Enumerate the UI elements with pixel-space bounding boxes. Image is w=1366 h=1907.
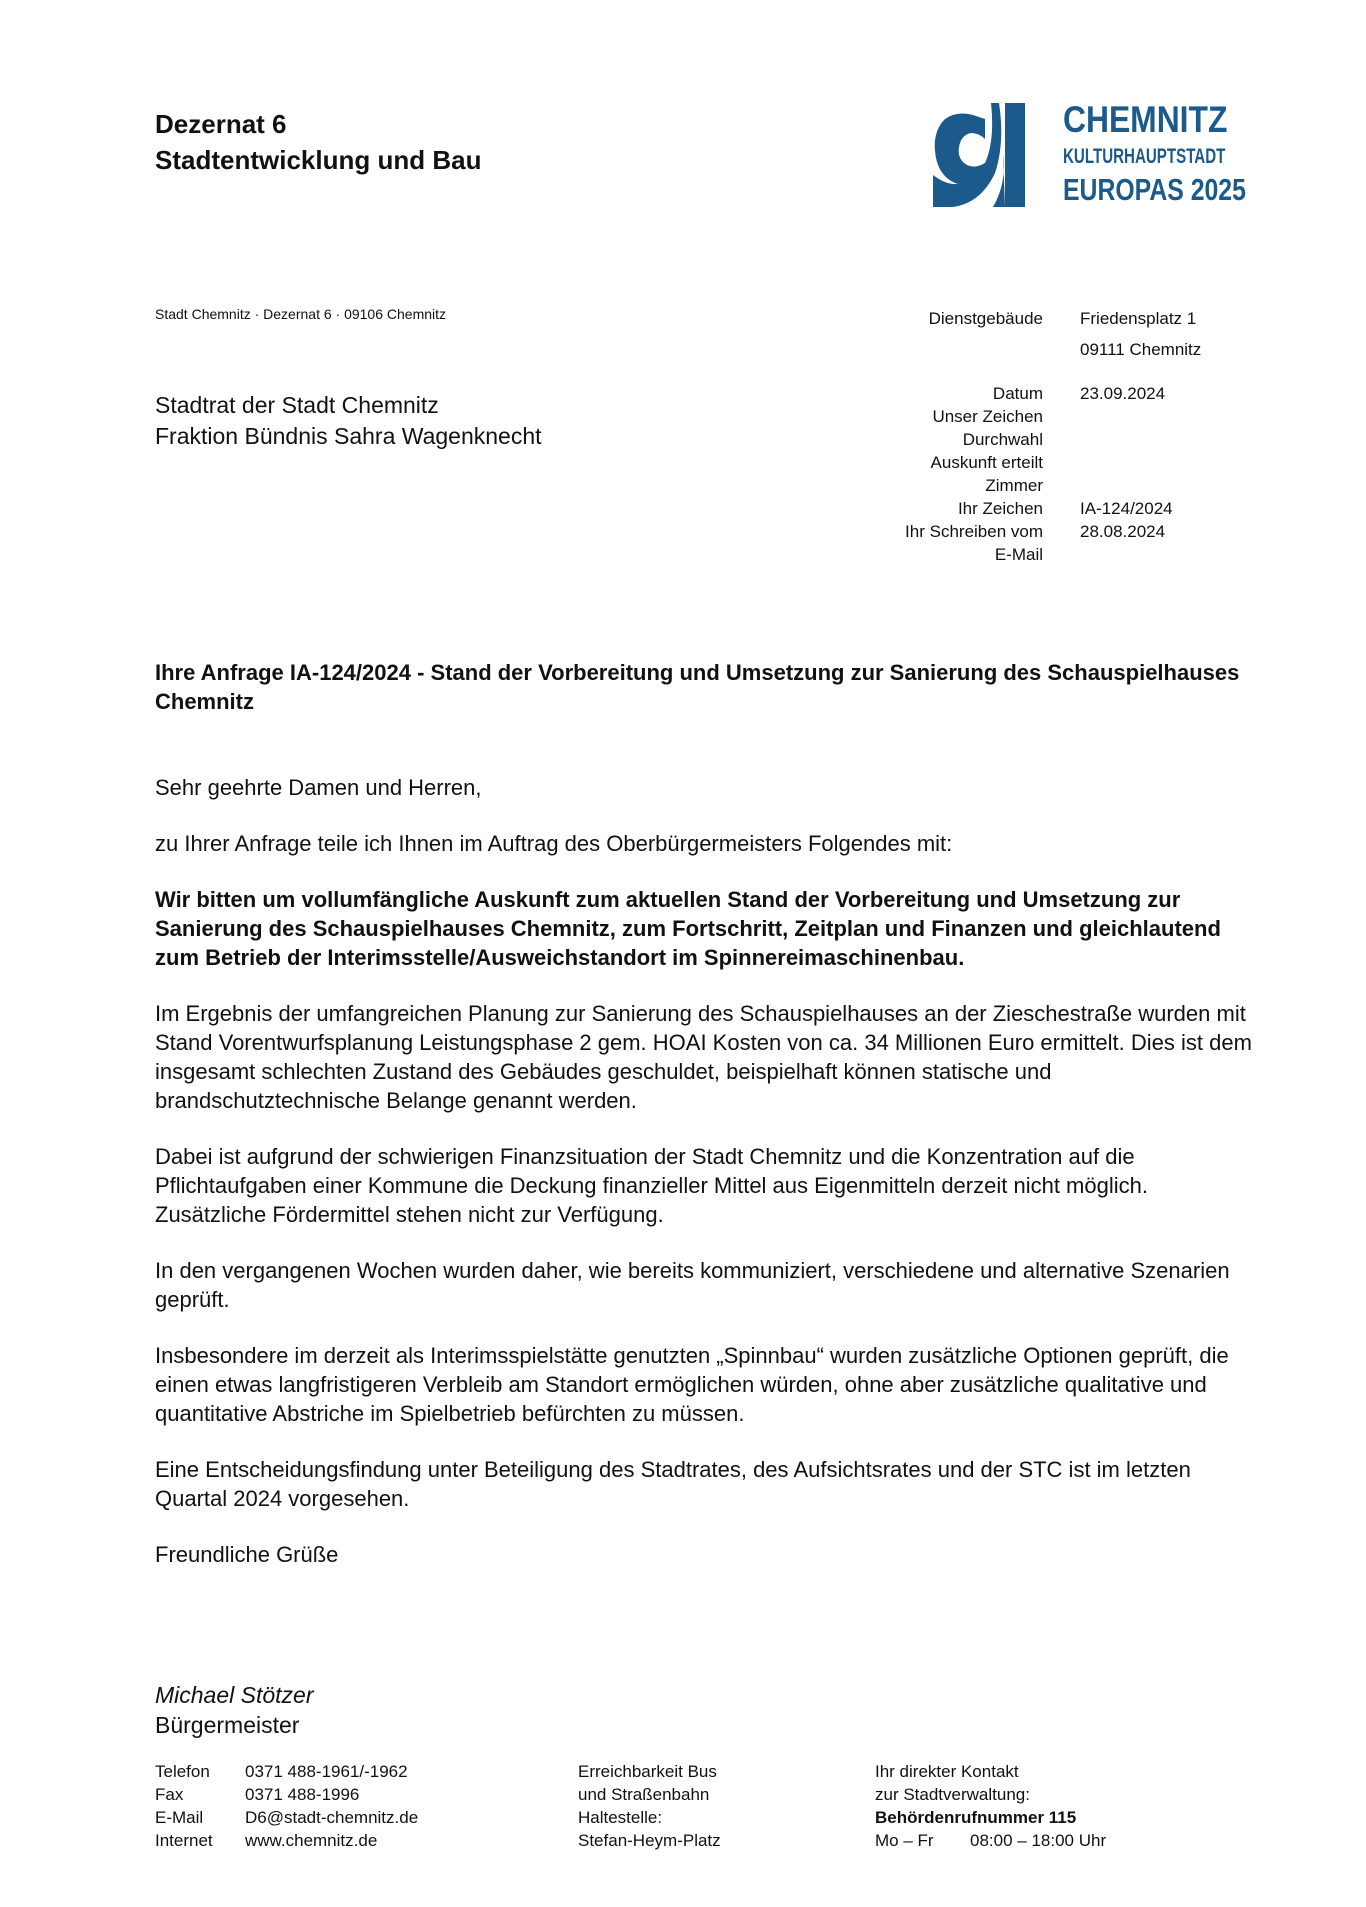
logo-wordmark — [1063, 99, 1292, 207]
authority-number: Behördenrufnummer 115 — [875, 1808, 1077, 1827]
footer-contact — [155, 1760, 418, 1852]
opening-time: 08:00 – 18:00 Uhr — [970, 1831, 1107, 1850]
footer-transit — [578, 1760, 721, 1852]
info-label: Ihr Schreiben vom — [905, 522, 1043, 541]
chemnitz-logo — [933, 99, 1263, 208]
info-row-building-city — [800, 336, 1260, 363]
body-paragraph: Im Ergebnis der umfangreichen Planung zur Sanierung des Schauspielhauses an der Zieschestraße wurden mit Stand Vorentwurfsplanung Leistungsphase 2 gem. HOAI Kosten von ca. 34 Millionen Euro ermittelt. Dies ist dem insgesamt schlechten Zustand des Gebäudes geschuldet, beispielhaft können statische und brandschutztechnische Belange genannt werden. — [155, 1001, 1252, 1113]
signature-block — [155, 1680, 314, 1740]
website-link[interactable]: www.chemnitz.de — [245, 1831, 378, 1850]
direct-contact-line: zur Stadtverwaltung: — [875, 1785, 1030, 1804]
info-label: Auskunft erteilt — [930, 453, 1043, 472]
info-row — [800, 428, 1260, 451]
quoted-question: Wir bitten um vollumfängliche Auskunft zum aktuellen Stand der Vorbereitung und Umsetzung zur Sanierung des Schauspielhauses Chemnitz, zum Fortschritt, Zeitplan und Finanzen und gleichlautend zum Betrieb der Interimsstelle/Ausweichstandort im Spinnereimaschinenbau. — [155, 887, 1221, 970]
footer-label: Internet — [155, 1831, 213, 1850]
info-row — [800, 382, 1260, 405]
info-row — [800, 520, 1260, 543]
info-label: E-Mail — [994, 545, 1043, 564]
recipient-line: Fraktion Bündnis Sahra Wagenknecht — [155, 423, 542, 449]
body-paragraph: Eine Entscheidungsfindung unter Beteiligung des Stadtrates, des Aufsichtsrates und der STC ist im letzten Quartal 2024 vorgesehen. — [155, 1457, 1191, 1511]
info-label: Ihr Zeichen — [957, 499, 1043, 518]
intro-paragraph: zu Ihrer Anfrage teile ich Ihnen im Auftrag des Oberbürgermeisters Folgendes mit: — [155, 831, 953, 856]
info-value: 09111 Chemnitz — [1080, 340, 1202, 359]
phone-number: 0371 488-1961/-1962 — [245, 1762, 408, 1781]
info-row-building — [800, 305, 1260, 332]
info-label: Zimmer — [985, 476, 1043, 495]
signatory-name: Michael Stötzer — [155, 1682, 314, 1708]
footer-row-internet — [155, 1829, 418, 1852]
signatory-title: Bürgermeister — [155, 1712, 300, 1738]
email-link[interactable]: D6@stadt-chemnitz.de — [245, 1808, 419, 1827]
body-paragraph: In den vergangenen Wochen wurden daher, wie bereits kommuniziert, verschiedene und alternative Szenarien geprüft. — [155, 1258, 1230, 1312]
info-label: Durchwahl — [962, 430, 1043, 449]
opening-days: Mo – Fr — [875, 1831, 934, 1850]
body-paragraph: Dabei ist aufgrund der schwierigen Finanzsituation der Stadt Chemnitz und die Konzentration auf die Pflichtaufgaben einer Kommune die Deckung finanzieller Mittel aus Eigenmitteln derzeit nicht möglich. Zusätzliche Fördermittel stehen nicht zur Verfügung. — [155, 1144, 1148, 1227]
letter-info-block — [800, 305, 1260, 566]
transit-line: Haltestelle: — [578, 1808, 663, 1827]
department-heading — [155, 106, 481, 178]
info-label: Dienstgebäude — [928, 309, 1043, 328]
footer-row-phone — [155, 1760, 418, 1783]
info-value: IA-124/2024 — [1080, 499, 1173, 518]
info-row — [800, 405, 1260, 428]
body-paragraph: Insbesondere im derzeit als Interimsspielstätte genutzten „Spinnbau“ wurden zusätzliche Optionen geprüft, die einen etwas langfristigeren Verbleib am Standort ermöglichen würden, ohne aber zusätzliche qualitative und quantitative Abstriche im Spielbetrieb befürchten zu müssen. — [155, 1343, 1229, 1426]
transit-line: Erreichbarkeit Bus — [578, 1762, 717, 1781]
footer-label: Fax — [155, 1785, 184, 1804]
info-label: Datum — [992, 384, 1043, 403]
closing: Freundliche Grüße — [155, 1542, 339, 1567]
transit-line: und Straßenbahn — [578, 1785, 710, 1804]
logo-line-chemnitz: CHEMNITZ — [1063, 99, 1228, 140]
transit-stop: Stefan-Heym-Platz — [578, 1831, 721, 1850]
info-label: Unser Zeichen — [932, 407, 1043, 426]
footer-label: E-Mail — [155, 1808, 204, 1827]
info-row — [800, 543, 1260, 566]
footer-direct-contact — [875, 1760, 1106, 1852]
letter-subject: Ihre Anfrage IA-124/2024 - Stand der Vorbereitung und Umsetzung zur Sanierung des Schauspielhauses Chemnitz — [155, 660, 1240, 714]
salutation: Sehr geehrte Damen und Herren, — [155, 775, 482, 800]
recipient-line: Stadtrat der Stadt Chemnitz — [155, 392, 439, 418]
logo-line-europas: EUROPAS 2025 — [1063, 172, 1246, 207]
footer-label: Telefon — [155, 1762, 210, 1781]
chemnitz-c-logo-icon — [933, 103, 1025, 207]
info-value: Friedensplatz 1 — [1080, 309, 1197, 328]
opening-hours — [875, 1829, 1106, 1852]
letter-body — [155, 658, 1265, 1596]
footer-row-fax — [155, 1783, 418, 1806]
department-name: Dezernat 6 — [155, 109, 287, 139]
sender-return-address: Stadt Chemnitz · Dezernat 6 · 09106 Chemnitz — [155, 306, 447, 322]
info-row — [800, 451, 1260, 474]
direct-contact-line: Ihr direkter Kontakt — [875, 1762, 1019, 1781]
info-row — [800, 497, 1260, 520]
info-value: 28.08.2024 — [1080, 522, 1166, 541]
footer-row-email — [155, 1806, 418, 1829]
recipient-address — [155, 390, 542, 452]
fax-number: 0371 488-1996 — [245, 1785, 360, 1804]
logo-line-kulturhauptstadt: KULTURHAUPTSTADT — [1063, 145, 1226, 168]
info-row — [800, 474, 1260, 497]
department-subtitle: Stadtentwicklung und Bau — [155, 145, 482, 175]
info-value: 23.09.2024 — [1080, 384, 1166, 403]
